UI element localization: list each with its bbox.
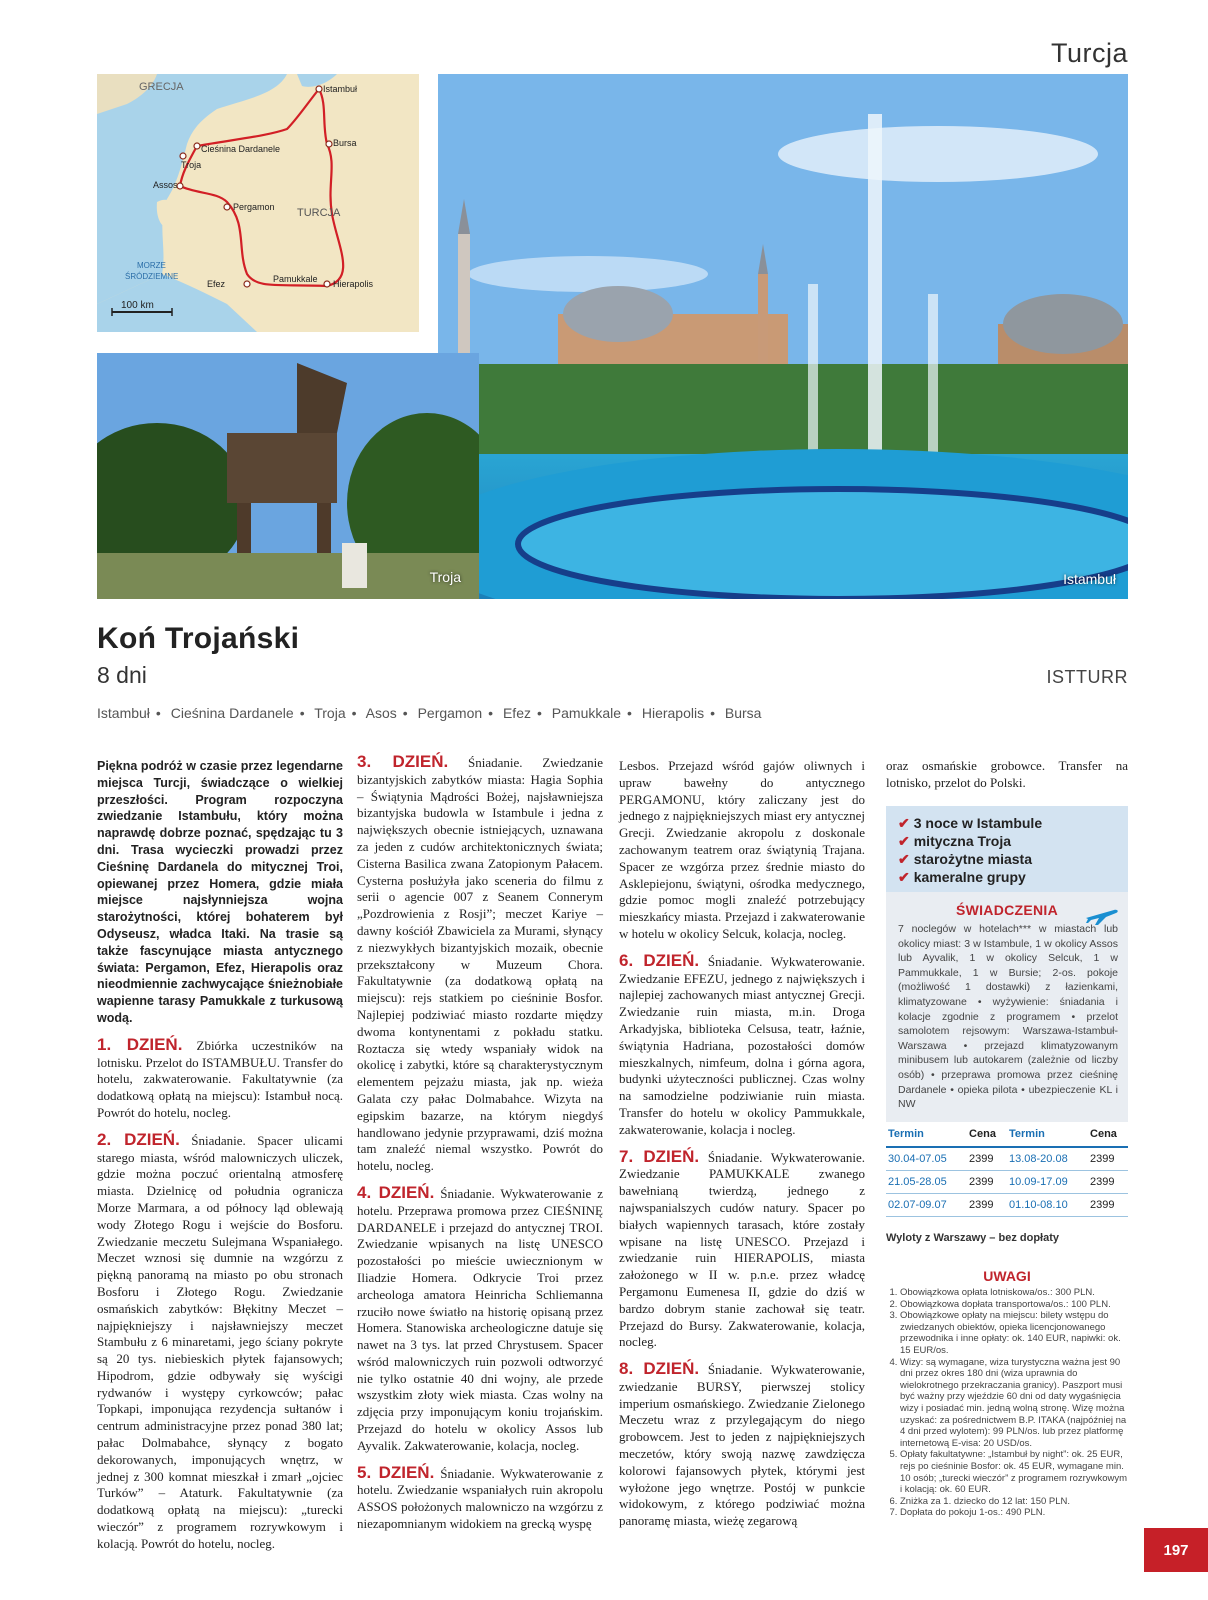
day-label: 2. DZIEŃ. bbox=[97, 1129, 180, 1149]
date-cell: 30.04-07.05 bbox=[886, 1147, 967, 1171]
map-label-pergamon: Pergamon bbox=[233, 202, 275, 212]
highlight-item: ✔ starożytne miasta bbox=[898, 851, 1033, 867]
route-separator: • bbox=[627, 705, 632, 721]
day-8 bbox=[619, 1361, 865, 1530]
map-label-troja: Troja bbox=[181, 160, 202, 170]
route-item: Troja bbox=[314, 705, 346, 721]
check-icon: ✔ bbox=[898, 833, 910, 849]
day-3 bbox=[357, 754, 603, 1175]
price-cell: 2399 bbox=[967, 1147, 1007, 1171]
header-termin: Termin bbox=[886, 1124, 967, 1147]
day-label: 4. DZIEŃ. bbox=[357, 1182, 435, 1202]
day-label: 5. DZIEŃ. bbox=[357, 1462, 435, 1482]
route-item: Pamukkale bbox=[551, 705, 622, 721]
route-separator: • bbox=[536, 705, 542, 721]
swiadczenia-text: 7 noclegów w hotelach*** w miastach lub okolicy miast: 3 w Istambule, 1 w okolicy Assos lub Ayvalik, 1 w okolicy Selcuk, 1 w Pammukkale, 1 w Bursie; 2-os. pokoje (możliwość 1 dostawki) z łazienkami, klimatyzowane • wyżywienie: śniadania i kolacje zgodnie z programem • przelot samolotem rejsowym: Warszawa-Istambuł-Warszawa • przejazd klimatyzowanym minibusem lub autokarem (zależnie od liczby osób) • przeprawa promowa przez cieśninę Dardanele • opieka pilota • ubezpieczenie KL i NW bbox=[898, 923, 1118, 1111]
map-scale-label: 100 km bbox=[121, 300, 154, 311]
price-table bbox=[886, 1124, 1128, 1217]
list-item: 4. Wizy: są wymagane, wiza turystyczna ważna jest 90 dni przez okres 180 dni (wiza uprawnia do wielokrotnego przekraczania granicy). Paszport musi być ważny przy wjeździe 60 dni od daty wygaśnięcia wizy i posiadać min. jedną wolną stronę. Wizę można uzyskać: za pośrednictwem B.P. ITAKA (najpóźniej na 4 dni przed wylotem): 99 PLN/os. lub przez platformę internetową E-visa: 20 USD/os. bbox=[900, 1357, 1128, 1450]
route-item: Cieśnina Dardanele bbox=[170, 705, 294, 721]
trip-code: ISTTURR bbox=[1046, 667, 1128, 687]
caption-istambul: Istambuł bbox=[1063, 571, 1116, 587]
route-separator: • bbox=[299, 705, 305, 721]
map-label-grecja: GRECJA bbox=[139, 81, 184, 93]
istanbul-illustration bbox=[438, 74, 1128, 599]
day-7 bbox=[619, 1146, 866, 1352]
price-cell: 2399 bbox=[967, 1171, 1007, 1194]
trip-title: Koń Trojański bbox=[97, 622, 300, 655]
info-box bbox=[886, 806, 1128, 1122]
highlights bbox=[886, 806, 1128, 892]
photo-troja bbox=[97, 353, 479, 599]
day-6 bbox=[619, 950, 866, 1139]
day-5-continued: Lesbos. Przejazd wśród gajów oliwnych i upraw bawełny do antycznego PERGAMONU, który zaliczany jest do jednego z najpiękniejszych miast ery antycznej Grecji. Zwiedzanie akropolu z doskonale zachowanym teatrem oraz świątynią Trajana. Spacer ze wzgórza przez średnie miasto do Asklepiejonu, świątyni, ośrodka medycznego, gdzie pomoc mogli znaleźć potrzebujący mieszkańcy miasta. Przejazd i zakwaterowanie w hotelu w okolicy Selcuk, kolacja, nocleg. bbox=[619, 758, 865, 941]
map-label-pamukkale: Pamukkale bbox=[273, 274, 318, 284]
day-label: 3. DZIEŃ. bbox=[357, 752, 449, 771]
table-row bbox=[886, 1171, 1128, 1194]
swiadczenia-title: ŚWIADCZENIA bbox=[955, 902, 1059, 918]
day-8-continued: oraz osmańskie grobowce. Transfer na lotnisko, przelot do Polski. bbox=[886, 758, 1128, 790]
check-icon: ✔ bbox=[898, 851, 910, 867]
route-item: Istambuł bbox=[97, 705, 150, 721]
price-cell: 2399 bbox=[1088, 1194, 1128, 1217]
day-5 bbox=[357, 1462, 604, 1533]
troy-horse-illustration bbox=[97, 353, 479, 599]
departures-note: Wyloty z Warszawy – bez dopłaty bbox=[886, 1232, 1059, 1244]
date-cell: 10.09-17.09 bbox=[1007, 1171, 1088, 1194]
map-label-bursa: Bursa bbox=[333, 138, 357, 148]
route-separator: • bbox=[710, 705, 715, 721]
route-separator: • bbox=[488, 705, 494, 721]
day-label: 1. DZIEŃ. bbox=[97, 1034, 183, 1054]
day-1 bbox=[97, 1034, 344, 1122]
highlight-item: ✔ mityczna Troja bbox=[898, 833, 1011, 849]
uwagi-list bbox=[886, 1287, 1128, 1519]
highlight-item: ✔ kameralne grupy bbox=[898, 869, 1026, 885]
day-4 bbox=[357, 1182, 604, 1455]
day-text: Zbiórka uczestników na lotnisku. Przelot do ISTAMBUŁU. Transfer do hotelu, zakwaterowanie. Fakultatywnie (za dodatkową opłatą na miejscu): Istambuł nocą. Powrót do hotelu, nocleg. bbox=[97, 1037, 344, 1120]
photo-istambul bbox=[438, 74, 1128, 599]
day-text: Śniadanie. Wykwaterowanie. Zwiedzanie EFEZU, jednego z największych i najlepiej zachowanych miast antycznej Grecji. Zwiedzanie ruin miasta, m.in. Droga Arkadyjska, biblioteka Celsusa, teatr, łaźnie, świątynia Hadriana, pozostałości domów mieszkalnych, nimfeum, dolna i górna agora, budynki użyteczności publicznej. Czas wolny na samodzielne podziwianie ruin miasta. Transfer do hotelu w okolicy Pammukkale, zakwaterowanie, kolacja i nocleg. bbox=[619, 953, 866, 1137]
list-item: 2. Obowiązkowa dopłata transportowa/os.: 100 PLN. bbox=[900, 1299, 1128, 1311]
map-label-asos: Assos bbox=[153, 180, 178, 190]
day-text: Śniadanie. Wykwaterowanie z hotelu. Zwiedzanie wspaniałych ruin akropolu ASSOS położonych malowniczo na wzgórzu z niezapomnianym widokiem na grecką wyspę bbox=[357, 1465, 604, 1532]
list-item: 5. Opłaty fakultatywne: „Istambuł by night”: ok. 25 EUR, rejs po cieśninie Bosfor: ok. 45 EUR, wymagane min. 10 osób; „turecki wieczór” z programem rozrywkowym i kolacją: ok. 60 EUR. bbox=[900, 1449, 1128, 1495]
route-item: Hierapolis bbox=[641, 705, 705, 721]
highlight-item: ✔ 3 noce w Istambule bbox=[898, 815, 1043, 831]
map-label-istambul: Istambuł bbox=[323, 84, 358, 94]
column-4 bbox=[886, 758, 1128, 802]
date-cell: 01.10-08.10 bbox=[1007, 1194, 1088, 1217]
list-item: 7. Dopłata do pokoju 1-os.: 490 PLN. bbox=[900, 1507, 1128, 1519]
table-row bbox=[886, 1194, 1128, 1217]
header-termin: Termin bbox=[1007, 1124, 1088, 1147]
route-separator: • bbox=[351, 705, 357, 721]
check-icon: ✔ bbox=[898, 815, 910, 831]
day-text: Śniadanie. Wykwaterowanie, zwiedzanie BURSY, pierwszej stolicy imperium osmańskiego. Zwiedzanie Zielonego Meczetu wraz z przylegającym do niego grobowcem. Jest to jeden z najpiękniejszych meczetów, który swoją nazwę zawdzięcza kolorowi fajansowych płytek, którymi jest wyłożone jego wnętrze. Postój w punkcie widokowym, z którego podziwiać można panoramę miasta, wieżę zegarową bbox=[619, 1362, 866, 1529]
header-cena: Cena bbox=[967, 1124, 1007, 1147]
date-cell: 21.05-28.05 bbox=[886, 1171, 967, 1194]
route-item: Bursa bbox=[724, 705, 762, 721]
intro-text: Piękna podróż w czasie przez legendarne miejsca Turcji, świadczące o wielkiej przeszłości. Program rozpoczyna zwiedzanie Istambułu, który można naprawdę dobrze poznać, spędzając tu 3 dni. Trasa wycieczki prowadzi przez Cieśninę Dardanela do mitycznej Troi, opiewanej przez Homera, gdzie miała miejsce najsłynniejsza wojna starożytności, której bohaterem był Odyseusz, władca Itaki. Na trasie są także fascynujące miasta antycznego świata: Pergamon, Efez, Hierapolis oraz nieodmiennie zachwycające śnieżnobiałe wapienne tarasy Pamukkale z turkusową wodą. bbox=[97, 759, 343, 1025]
day-label: 7. DZIEŃ. bbox=[619, 1146, 700, 1166]
price-cell: 2399 bbox=[1088, 1171, 1128, 1194]
price-cell: 2399 bbox=[967, 1194, 1007, 1217]
day-text: Śniadanie. Spacer ulicami starego miasta, wśród malowniczych uliczek, gdzie można poczuć orientalną atmosferę miasta. Dzielnicę od południa ogranicza Morze Marmara, a od północy ląd oblewają wody Złotego Rogu i wejście do Bosforu. Zwiedzanie meczetu Sulejmana Wspaniałego. Meczet wznosi się dumnie na wzgórzu z piękną panoramą na miasto po obu stronach Bosforu i Złotego Rogu. Zwiedzanie osmańskich zabytków: Błękitny Meczet – najpiękniejszy i najsławniejszy meczet Stambułu z 6 minaretami, jego ściany pokryte są 20 tys. niebieskich płytek fajansowych; Hipodrom, gdzie odbywały się wyścigi rydwanów i występy cyrkowców; pałac Topkapi, imponująca rezydencja sułtanów i centrum administracyjne przez ponad 380 lat; pałac Dolmabahce, słynący z bogato dekorowanych, imponujących wnętrz, w jednej z 300 komnat mieszkał i zmarł „ojciec Turków” – Ataturk. Fakultatywnie (za dodatkową opłatą na miejscu): „turecki wieczór” z programem rozrywkowym i kolacją. Powrót do hotelu, nocleg. bbox=[97, 1132, 343, 1551]
map-label-hierapolis: Hierapolis bbox=[333, 279, 374, 289]
price-table-header bbox=[886, 1124, 1128, 1147]
price-cell: 2399 bbox=[1088, 1147, 1128, 1171]
airplane-icon bbox=[1084, 904, 1120, 926]
header-cena: Cena bbox=[1088, 1124, 1128, 1147]
route-list bbox=[97, 705, 767, 721]
route-item: Asos bbox=[365, 705, 397, 721]
day-text: Śniadanie. Wykwaterowanie. Zwiedzanie PAMUKKALE zwanego bawełnianą twierdzą, jednego z najwspanialszych cudów natury. Spacer po białych wapiennych tarasach, które zostały wpisane na listę UNESCO. Przejazd i zwiedzanie ruin HIERAPOLIS, miasta założonego w II w. p.n.e. przez władcę Pergamonu Eumenesa II, gdzie do dziś w bardzo dobrym stanie zachował się teatr. Przejazd do Bursy. Zakwaterowanie, kolacja, nocleg. bbox=[619, 1149, 866, 1350]
map-label-efez: Efez bbox=[207, 279, 226, 289]
route-item: Pergamon bbox=[417, 705, 483, 721]
map-label-turcja: TURCJA bbox=[297, 207, 341, 219]
list-item: 3. Obowiązkowe opłaty na miejscu: bilety wstępu do zwiedzanych obiektów, opieka licencjonowanego przewodnika i inne opłaty: ok. 140 EUR, napiwki: ok. 15 EUR/os. bbox=[900, 1310, 1128, 1356]
table-row bbox=[886, 1147, 1128, 1171]
day-label: 8. DZIEŃ. bbox=[619, 1359, 700, 1379]
column-2 bbox=[357, 752, 604, 1543]
list-item: 1. Obowiązkowa opłata lotniskowa/os.: 300 PLN. bbox=[900, 1287, 1128, 1299]
check-icon: ✔ bbox=[898, 869, 910, 885]
column-1 bbox=[97, 758, 343, 1563]
caption-troja: Troja bbox=[429, 569, 461, 585]
day-text: Śniadanie. Zwiedzanie bizantyjskich zabytków miasta: Hagia Sophia – Świątynia Mądrości Bożej, najsławniejsza bizantyjska budowla w Istambule i jedna z największych obecnie istniejących, uznawana za jeden z cudów architektonicznych świata; Cisterna Basilica zwana Zatopionym Pałacem. Cysterna posłużyła jako sceneria do filmu z serii o agencie 007 z Seanem Connerym „Pozdrowienia z Rosji”; meczet Kariye – dawny kościół Zbawiciela za Murami, słynący z niezwykłych bizantyjskich mozaik, obecnie przekształcony w Muzeum Chora. Fakultatywnie (za dodatkową opłatą na miejscu): rejs statkiem po cieśninie Bosfor. Najlepiej podziwiać miasto rozdarte między dwoma kontynentami z pokładu statku. Roztacza się wtedy wspaniały widok na okolicę i zabytki, które są charakterystycznym elementem pejzażu miasta, jak np. wieża Galata czy pałac Dolmabahce. Wizyta na egipskim bazarze, na którym niegdyś handlowano jedynie przyprawami, dziś można tam znaleźć niemal wszystko. Powrót do hotelu, nocleg. bbox=[357, 755, 604, 1174]
day-label: 6. DZIEŃ. bbox=[619, 950, 700, 970]
day-2 bbox=[97, 1129, 343, 1553]
column-3 bbox=[619, 758, 865, 1540]
route-item: Efez bbox=[502, 705, 531, 721]
uwagi-title: UWAGI bbox=[983, 1268, 1031, 1284]
route-separator: • bbox=[155, 705, 161, 721]
route-map bbox=[97, 74, 419, 332]
date-cell: 02.07-09.07 bbox=[886, 1194, 967, 1217]
route-separator: • bbox=[402, 705, 408, 721]
page-number: 197 bbox=[1144, 1528, 1208, 1572]
trip-duration: 8 dni bbox=[97, 662, 147, 688]
date-cell: 13.08-20.08 bbox=[1007, 1147, 1088, 1171]
day-text: Śniadanie. Wykwaterowanie z hotelu. Przeprawa promowa przez CIEŚNINĘ DARDANELE i przejazd do antycznej TROI. Zwiedzanie wpisanych na listę UNESCO pozostałości po mieście uwiecznionym w Iliadzie Homera. Odkrycie Troi przez archeologa amatora Heinricha Schliemanna rzuciło nowe światło na historię opisaną przez Homera. Stanowiska archeologiczne datuje się nawet na 3 tys. lat przed Chrystusem. Spacer wśród malowniczych ruin pozwoli odtworzyć nie tylko ostatnie 40 dni wojny, ale przede wszystkim złoty wiek miasta. Czas wolny na zdjęcia przy imponującym koniu trojańskim. Przejazd do hotelu w okolicy Assos lub Ayvalik. Zakwaterowanie, kolacja, nocleg. bbox=[357, 1185, 604, 1453]
list-item: 6. Zniżka za 1. dziecko do 12 lat: 150 PLN. bbox=[900, 1496, 1128, 1508]
map-graphic bbox=[97, 74, 419, 332]
map-label-morze: MORZE bbox=[137, 261, 166, 270]
map-label-ciesnina: Cieśnina Dardanele bbox=[201, 144, 281, 154]
country-title: Turcja bbox=[1050, 38, 1128, 68]
map-label-srodziemne: ŚRÓDZIEMNE bbox=[125, 272, 179, 281]
